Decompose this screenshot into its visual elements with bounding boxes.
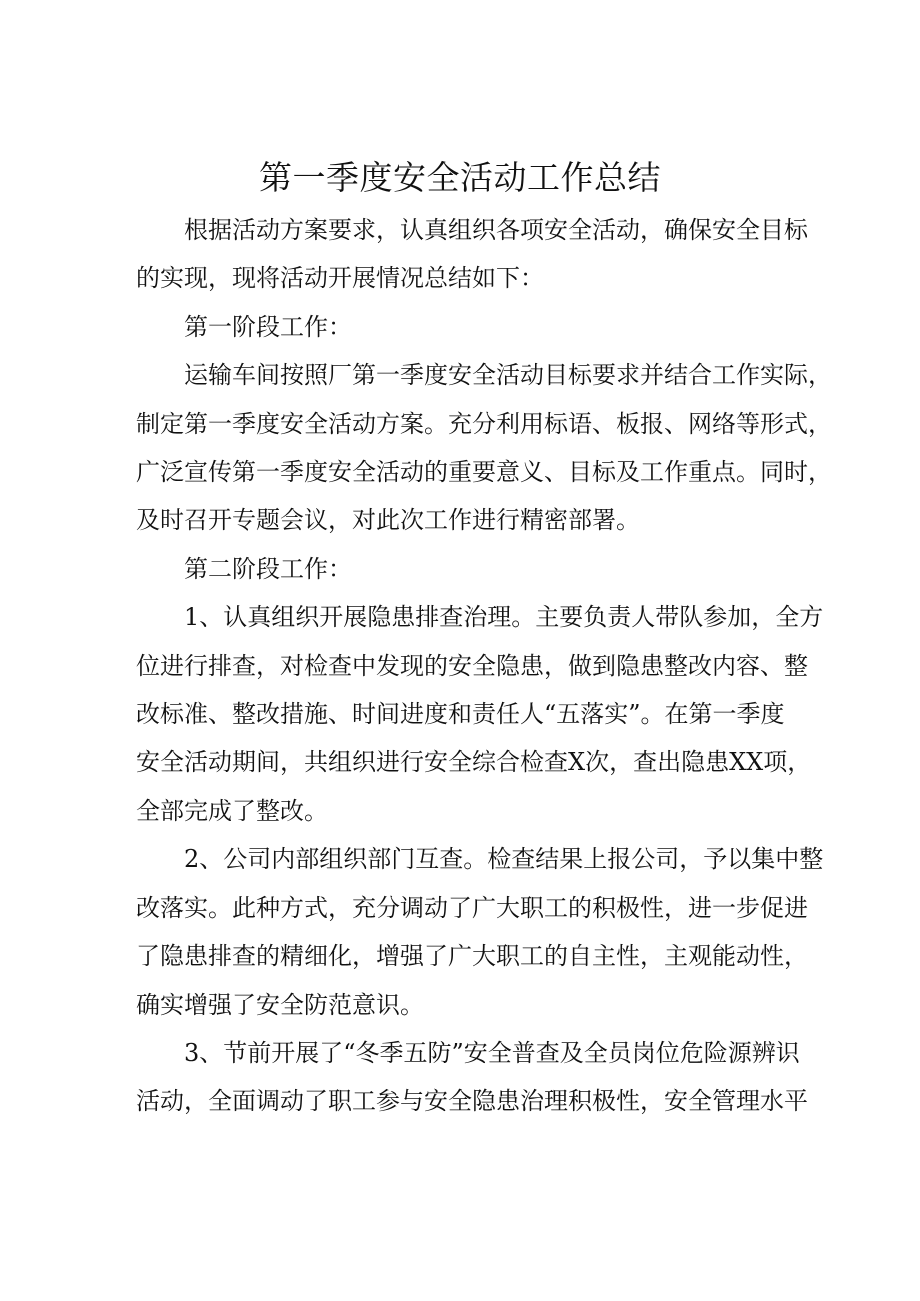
text-line: 第二阶段工作：	[184, 554, 352, 583]
section-heading-stage-two	[136, 545, 792, 593]
text-line: 位进行排查，对检查中发现的安全隐患，做到隐患整改内容、整	[136, 651, 808, 680]
text-line: 运输车间按照厂第一季度安全活动目标要求并结合工作实际，	[184, 361, 832, 390]
paragraph-stage-one	[136, 351, 832, 545]
text-line: 及时召开专题会议，对此次工作进行精密部署。	[136, 506, 640, 535]
text-line: 3、节前开展了“冬季五防”安全普查及全员岗位危险源辨识	[184, 1038, 800, 1067]
paragraph-item-1	[136, 593, 824, 835]
text-line: 确实增强了安全防范意识。	[136, 990, 424, 1019]
text-line: 根据活动方案要求，认真组织各项安全活动，确保安全目标	[184, 216, 808, 244]
text-line: 的实现，现将活动开展情况总结如下：	[136, 264, 544, 293]
text-line: 制定第一季度安全活动方案。充分利用标语、板报、网络等形式，	[136, 409, 832, 438]
text-line: 2、公司内部组织部门互查。检查结果上报公司，予以集中整	[184, 845, 824, 874]
text-line: 广泛宣传第一季度安全活动的重要意义、目标及工作重点。同时，	[136, 458, 832, 487]
paragraph-intro	[136, 206, 808, 303]
text-line: 改落实。此种方式，充分调动了广大职工的积极性，进一步促进	[136, 893, 808, 922]
document-body	[136, 206, 832, 1126]
text-line: 安全活动期间，共组织进行安全综合检查X次，查出隐患XX项，	[136, 748, 812, 777]
document-title: 第一季度安全活动工作总结	[259, 158, 661, 197]
text-line: 第一阶段工作：	[184, 312, 352, 341]
text-line: 改标准、整改措施、时间进度和责任人“五落实”。在第一季度	[136, 700, 785, 729]
text-line: 活动，全面调动了职工参与安全隐患治理积极性，安全管理水平	[136, 1087, 808, 1116]
section-heading-stage-one	[136, 303, 792, 351]
paragraph-item-3	[136, 1029, 808, 1126]
text-line: 全部完成了整改。	[136, 796, 328, 825]
paragraph-item-2	[136, 835, 824, 1029]
text-line: 了隐患排查的精细化，增强了广大职工的自主性，主观能动性，	[136, 942, 808, 971]
text-line: 1、认真组织开展隐患排查治理。主要负责人带队参加，全方	[184, 603, 824, 632]
